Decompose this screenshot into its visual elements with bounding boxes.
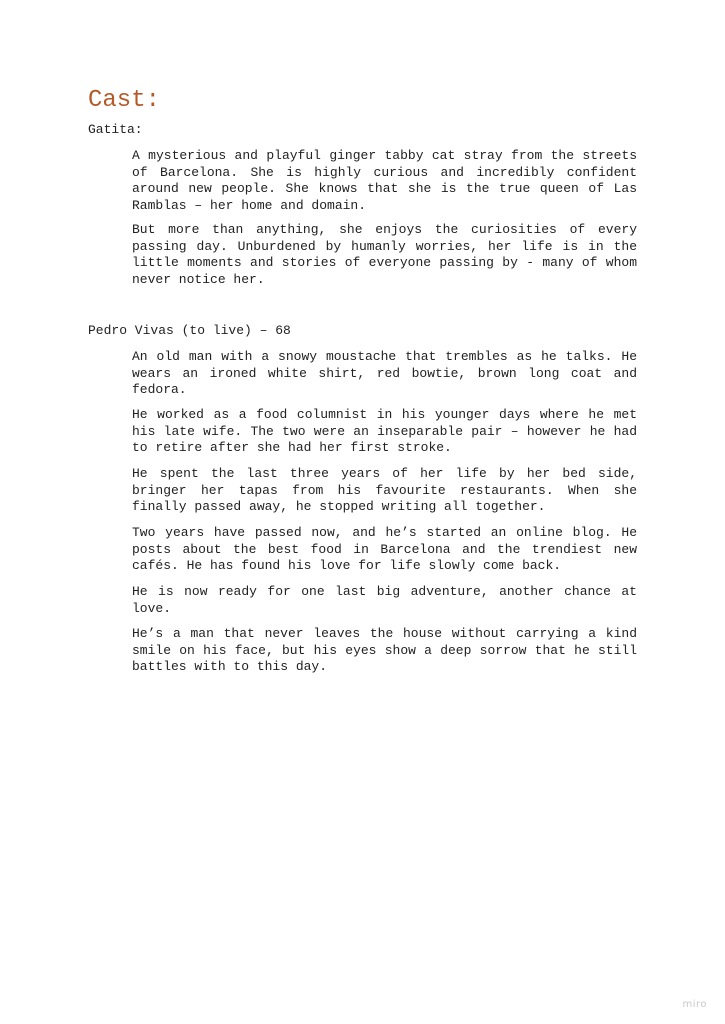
character-description-paragraph: He worked as a food columnist in his younger days where he met his late wife. The two were an inseparable pair – however he had to retire after she had her first stroke. [132,407,637,455]
miro-watermark: miro [682,999,707,1010]
character-description-paragraph: He is now ready for one last big adventure, another chance at love. [132,584,637,616]
character-name-pedro: Pedro Vivas (to live) – 68 [88,323,291,338]
character-description-paragraph: But more than anything, she enjoys the curiosities of every passing day. Unburdened by humanly worries, her life is in the little moments and stories of everyone passing by - many of whom never notice her. [132,222,637,287]
character-description-paragraph: He’s a man that never leaves the house without carrying a kind smile on his face, but his eyes show a deep sorrow that he still battles with to this day. [132,626,637,674]
page-title: Cast: [88,87,161,114]
character-description-paragraph: A mysterious and playful ginger tabby cat stray from the streets of Barcelona. She is highly curious and incredibly confident around new people. She knows that she is the true queen of Las Ramblas – her home and domain. [132,148,637,213]
character-description-paragraph: Two years have passed now, and he’s started an online blog. He posts about the best food in Barcelona and the trendiest new cafés. He has found his love for life slowly come back. [132,525,637,573]
character-description-paragraph: He spent the last three years of her life by her bed side, bringer her tapas from his favourite restaurants. When she finally passed away, he stopped writing all together. [132,466,637,514]
character-description-paragraph: An old man with a snowy moustache that trembles as he talks. He wears an ironed white shirt, red bowtie, brown long coat and fedora. [132,349,637,397]
character-name-gatita: Gatita: [88,122,143,137]
